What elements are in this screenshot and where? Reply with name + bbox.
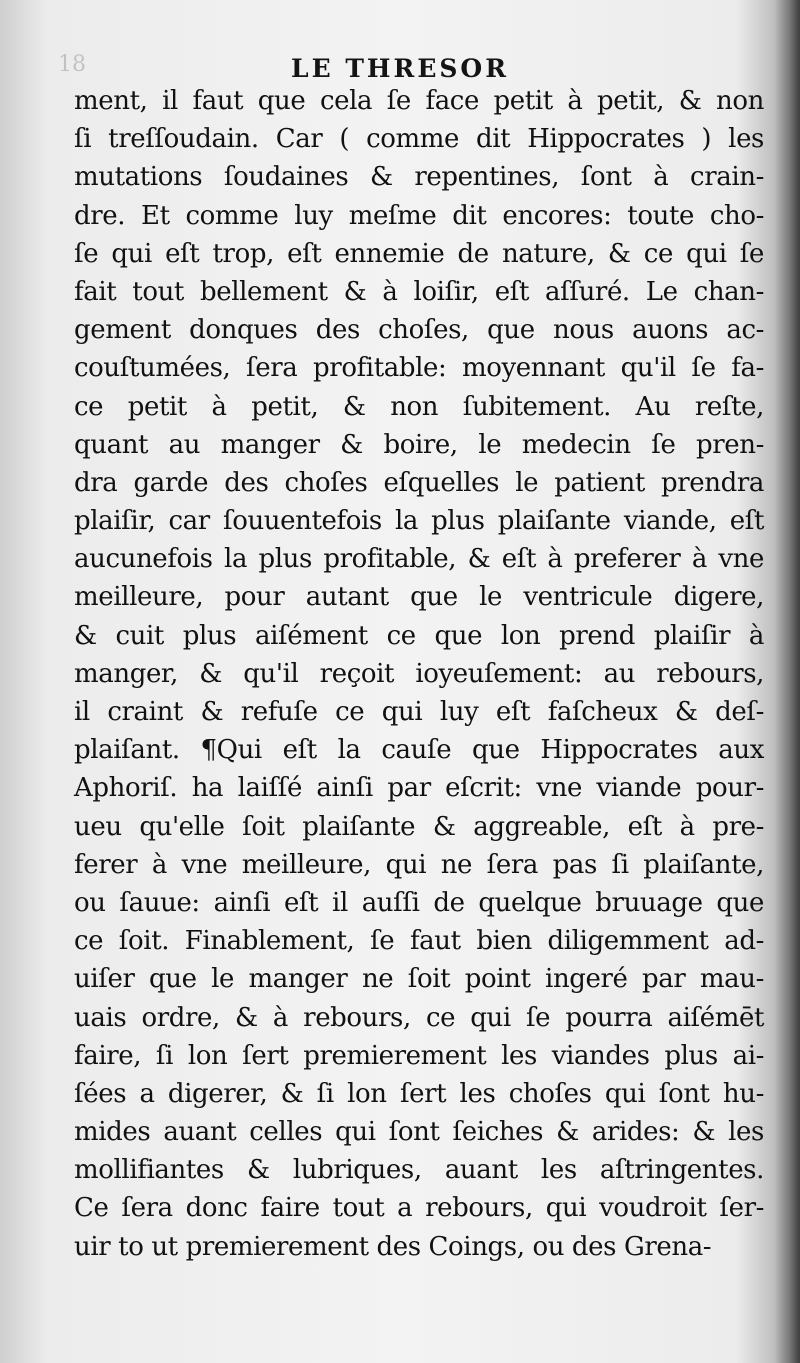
text-line: plaiſant. ¶Qui eſt la cauſe que Hippocrates aux	[74, 735, 764, 766]
text-line: plaiſir, car ſouuentefois la plus plaiſante viande, eſt	[74, 506, 764, 537]
text-line: manger, & qu'il reçoit ioyeuſement: au rebours,	[74, 658, 764, 689]
text-line: fait tout bellement & à loiſir, eſt aſſuré. Le chan-	[74, 276, 764, 307]
text-line: mollifiantes & lubriques, auant les aſtringentes.	[74, 1155, 764, 1186]
body-text	[74, 82, 764, 1266]
text-line: mutations ſoudaines & repentines, ſont à crain-	[74, 162, 764, 193]
text-line: ou ſauue: ainſi eſt il auſſi de quelque bruuage que	[74, 887, 764, 918]
binding-shadow	[774, 0, 800, 1363]
text-line: ment, il faut que cela ſe face petit à petit, & non	[74, 86, 764, 116]
text-line: uiſer que le manger ne ſoit point ingeré par mau-	[74, 964, 764, 995]
text-line: dre. Et comme luy meſme dit encores: toute cho-	[74, 200, 764, 231]
text-line: ce ſoit. Finablement, ſe faut bien diligemment ad-	[74, 926, 764, 957]
text-line: uir to ut premierement des Coings, ou des Grena-	[74, 1231, 712, 1262]
text-line: faire, ſi lon ſert premierement les viandes plus ai-	[74, 1040, 764, 1071]
text-line: ſi treſſoudain. Car ( comme dit Hippocrates ) les	[74, 124, 764, 155]
running-head: LE THRESOR	[290, 54, 509, 83]
text-line: ce petit à petit, & non ſubitement. Au reſte,	[74, 391, 764, 422]
text-line: uais ordre, & à rebours, ce qui ſe pourra aiſémēt	[74, 1002, 764, 1033]
text-line: aucunefois la plus profitable, & eſt à preferer à vne	[74, 544, 764, 575]
text-line: & cuit plus aiſément ce que lon prend plaiſir à	[74, 620, 764, 651]
text-line: dra garde des choſes eſquelles le patient prendra	[74, 467, 764, 498]
text-line: ſées a digerer, & ſi lon ſert les choſes qui ſont hu-	[74, 1078, 764, 1109]
text-line: quant au manger & boire, le medecin ſe pren-	[74, 429, 764, 460]
text-line: meilleure, pour autant que le ventricule digere,	[74, 582, 764, 613]
page-number: 18	[58, 52, 86, 77]
text-line: ferer à vne meilleure, qui ne ſera pas ſi plaiſante,	[74, 849, 764, 880]
text-line: gement donques des choſes, que nous auons ac-	[74, 315, 764, 346]
text-line: couſtumées, ſera profitable: moyennant qu'il ſe fa-	[74, 353, 764, 384]
text-line: il craint & refuſe ce qui luy eſt faſcheux & deſ-	[74, 697, 764, 727]
text-line: Ce ſera donc faire tout a rebours, qui voudroit ſer-	[74, 1193, 764, 1224]
text-line: ſe qui eſt trop, eſt ennemie de nature, & ce qui ſe	[74, 238, 764, 269]
text-line: ueu qu'elle ſoit plaiſante & aggreable, eſt à pre-	[74, 811, 764, 842]
text-line: mides auant celles qui ſont ſeiches & arides: & les	[74, 1117, 764, 1148]
text-line: Aphoriſ. ha laiſſé ainſi par eſcrit: vne viande pour-	[74, 773, 764, 804]
